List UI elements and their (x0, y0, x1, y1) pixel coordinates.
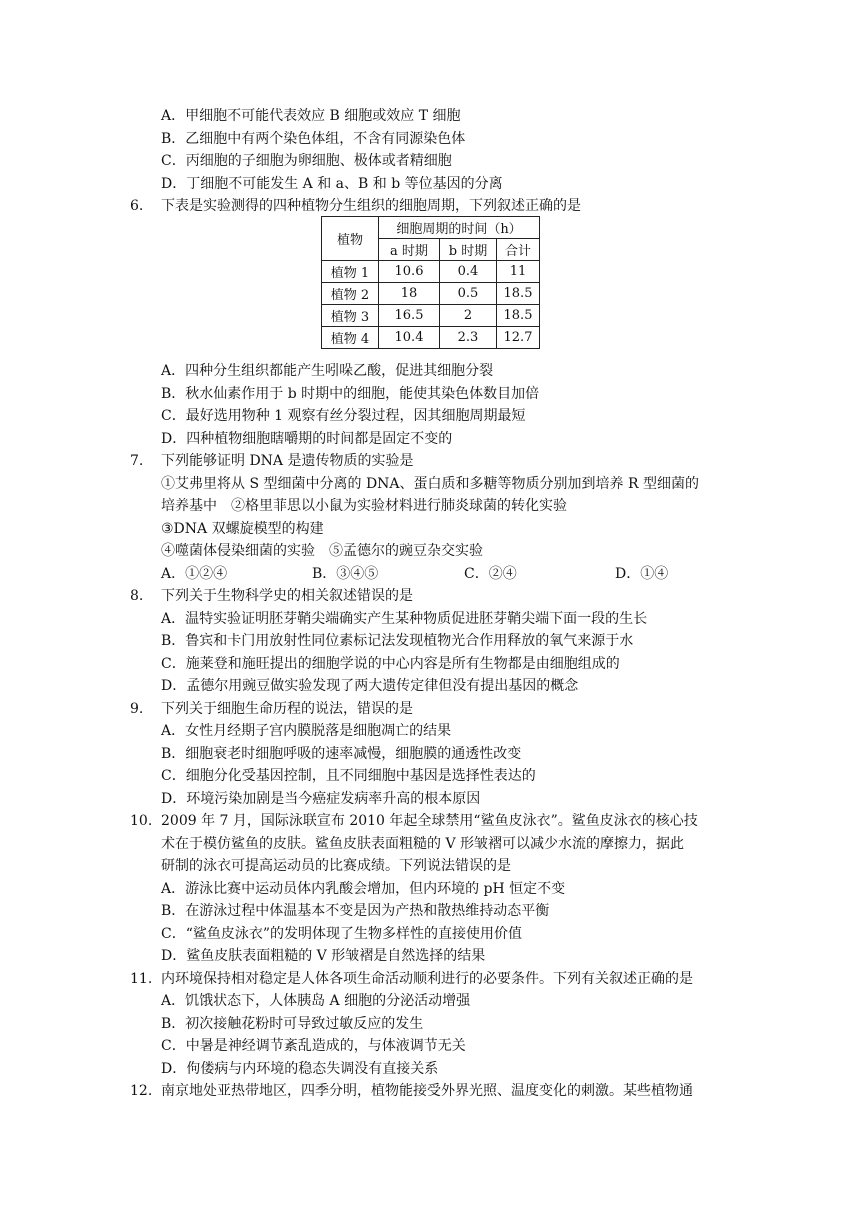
table-row (322, 327, 540, 349)
q7-item-line: 培养基中 ②格里菲思以小鼠为实验材料进行肺炎球菌的转化实验 (161, 498, 567, 514)
q11-option-b: B．初次接触花粉时可导致过敏反应的发生 (161, 1016, 424, 1032)
q10-number: 10. (130, 813, 153, 829)
q11-number: 11. (130, 971, 153, 987)
q12-stem: 南京地处亚热带地区，四季分明，植物能接受外界光照、温度变化的刺激。某些植物通 (161, 1083, 693, 1099)
q6-stem: 下表是实验测得的四种植物分生组织的细胞周期，下列叙述正确的是 (161, 198, 581, 214)
q5-option-b: B．乙细胞中有两个染色体组，不含有同源染色体 (161, 131, 466, 147)
q5-option-d: D．丁细胞不可能发生 A 和 a、B 和 b 等位基因的分离 (161, 176, 503, 192)
table-cell-a: 10.4 (379, 327, 440, 349)
table-cell-b: 0.5 (440, 283, 497, 305)
q6-option-a: A．四种分生组织都能产生吲哚乙酸，促进其细胞分裂 (161, 363, 494, 379)
q10-option-b: B．在游泳过程中体温基本不变是因为产热和散热维持动态平衡 (161, 903, 550, 919)
table-cell-total: 11 (497, 261, 540, 283)
table-header-cycle-time: 细胞周期的时间（h） (379, 217, 540, 239)
table-row (322, 305, 540, 327)
table-cell-total: 12.7 (497, 327, 540, 349)
q11-stem: 内环境保持相对稳定是人体各项生命活动顺利进行的必要条件。下列有关叙述正确的是 (161, 971, 693, 987)
table-cell-plant: 植物 3 (322, 305, 379, 327)
q11-option-a: A．饥饿状态下，人体胰岛 A 细胞的分泌活动增强 (161, 993, 471, 1009)
q12-number: 12. (130, 1083, 153, 1099)
q9-option-c: C．细胞分化受基因控制，且不同细胞中基因是选择性表达的 (161, 768, 536, 784)
q8-option-d: D．孟德尔用豌豆做实验发现了两大遗传定律但没有提出基因的概念 (161, 678, 579, 694)
q6-option-c: C．最好选用物种 1 观察有丝分裂过程，因其细胞周期最短 (161, 408, 526, 424)
table-cell-a: 18 (379, 283, 440, 305)
table-header-plant: 植物 (322, 217, 379, 261)
cell-cycle-table (321, 216, 540, 349)
q9-stem: 下列关于细胞生命历程的说法，错误的是 (161, 701, 413, 717)
table-header-b-phase: b 时期 (440, 239, 497, 261)
q9-number: 9. (130, 701, 144, 717)
q5-option-c: C．丙细胞的子细胞为卵细胞、极体或者精细胞 (161, 153, 452, 169)
q10-option-a: A．游泳比赛中运动员体内乳酸会增加，但内环境的 pH 恒定不变 (161, 881, 566, 897)
table-header-row (322, 217, 540, 239)
table-cell-b: 2 (440, 305, 497, 327)
q7-number: 7. (130, 453, 144, 469)
table-cell-a: 16.5 (379, 305, 440, 327)
q9-option-a: A．女性月经期子宫内膜脱落是细胞凋亡的结果 (161, 723, 452, 739)
q11-option-c: C．中暑是神经调节紊乱造成的，与体液调节无关 (161, 1038, 466, 1054)
table-header-a-phase: a 时期 (379, 239, 440, 261)
q7-option-c: C．②④ (464, 566, 517, 582)
q7-item-line: ①艾弗里将从 S 型细菌中分离的 DNA、蛋白质和多糖等物质分别加到培养 R 型细菌的 (161, 476, 699, 492)
table-cell-b: 0.4 (440, 261, 497, 283)
q10-stem-line: 术在于模仿鲨鱼的皮肤。鲨鱼皮肤表面粗糙的 V 形皱褶可以减少水流的摩擦力，据此 (161, 836, 685, 852)
table-cell-plant: 植物 2 (322, 283, 379, 305)
table-header-total: 合计 (497, 239, 540, 261)
q10-option-c: C．“鲨鱼皮泳衣”的发明体现了生物多样性的直接使用价值 (161, 926, 523, 942)
q10-option-d: D．鲨鱼皮肤表面粗糙的 V 形皱褶是自然选择的结果 (161, 948, 486, 964)
q8-option-a: A．温特实验证明胚芽鞘尖端确实产生某种物质促进胚芽鞘尖端下面一段的生长 (161, 611, 648, 627)
q5-option-a: A．甲细胞不可能代表效应 B 细胞或效应 T 细胞 (161, 108, 461, 124)
q11-option-d: D．佝偻病与内环境的稳态失调没有直接关系 (161, 1061, 439, 1077)
q6-number: 6. (130, 198, 144, 214)
q10-stem-line: 研制的泳衣可提高运动员的比赛成绩。下列说法错误的是 (161, 858, 511, 874)
table-cell-plant: 植物 4 (322, 327, 379, 349)
q10-stem-line: 2009 年 7 月，国际泳联宣布 2010 年起全球禁用“鲨鱼皮泳衣”。鲨鱼皮泳衣的核心技 (161, 813, 698, 829)
q8-option-c: C．施莱登和施旺提出的细胞学说的中心内容是所有生物都是由细胞组成的 (161, 656, 620, 672)
q7-options-row (161, 564, 721, 584)
q7-option-b: B．③④⑤ (312, 566, 379, 582)
q9-option-d: D．环境污染加剧是当今癌症发病率升高的根本原因 (161, 791, 481, 807)
table-cell-total: 18.5 (497, 283, 540, 305)
q7-stem: 下列能够证明 DNA 是遗传物质的实验是 (161, 453, 414, 469)
table-row (322, 283, 540, 305)
q9-option-b: B．细胞衰老时细胞呼吸的速率减慢，细胞膜的通透性改变 (161, 746, 522, 762)
q7-item-line: ③DNA 双螺旋模型的构建 (161, 521, 324, 537)
q6-option-d: D．四种植物细胞瞎嚼期的时间都是固定不变的 (161, 431, 453, 447)
table-cell-a: 10.6 (379, 261, 440, 283)
q7-item-line: ④噬菌体侵染细菌的实验 ⑤孟德尔的豌豆杂交实验 (161, 543, 483, 559)
q8-option-b: B．鲁宾和卡门用放射性同位素标记法发现植物光合作用释放的氧气来源于水 (161, 633, 634, 649)
q8-stem: 下列关于生物科学史的相关叙述错误的是 (161, 588, 413, 604)
q6-option-b: B．秋水仙素作用于 b 时期中的细胞，能使其染色体数目加倍 (161, 386, 540, 402)
q7-option-d: D．①④ (615, 566, 669, 582)
table-cell-b: 2.3 (440, 327, 497, 349)
q8-number: 8. (130, 588, 144, 604)
q7-option-a: A．①②④ (161, 566, 228, 582)
table-row (322, 261, 540, 283)
table-cell-plant: 植物 1 (322, 261, 379, 283)
table-cell-total: 18.5 (497, 305, 540, 327)
